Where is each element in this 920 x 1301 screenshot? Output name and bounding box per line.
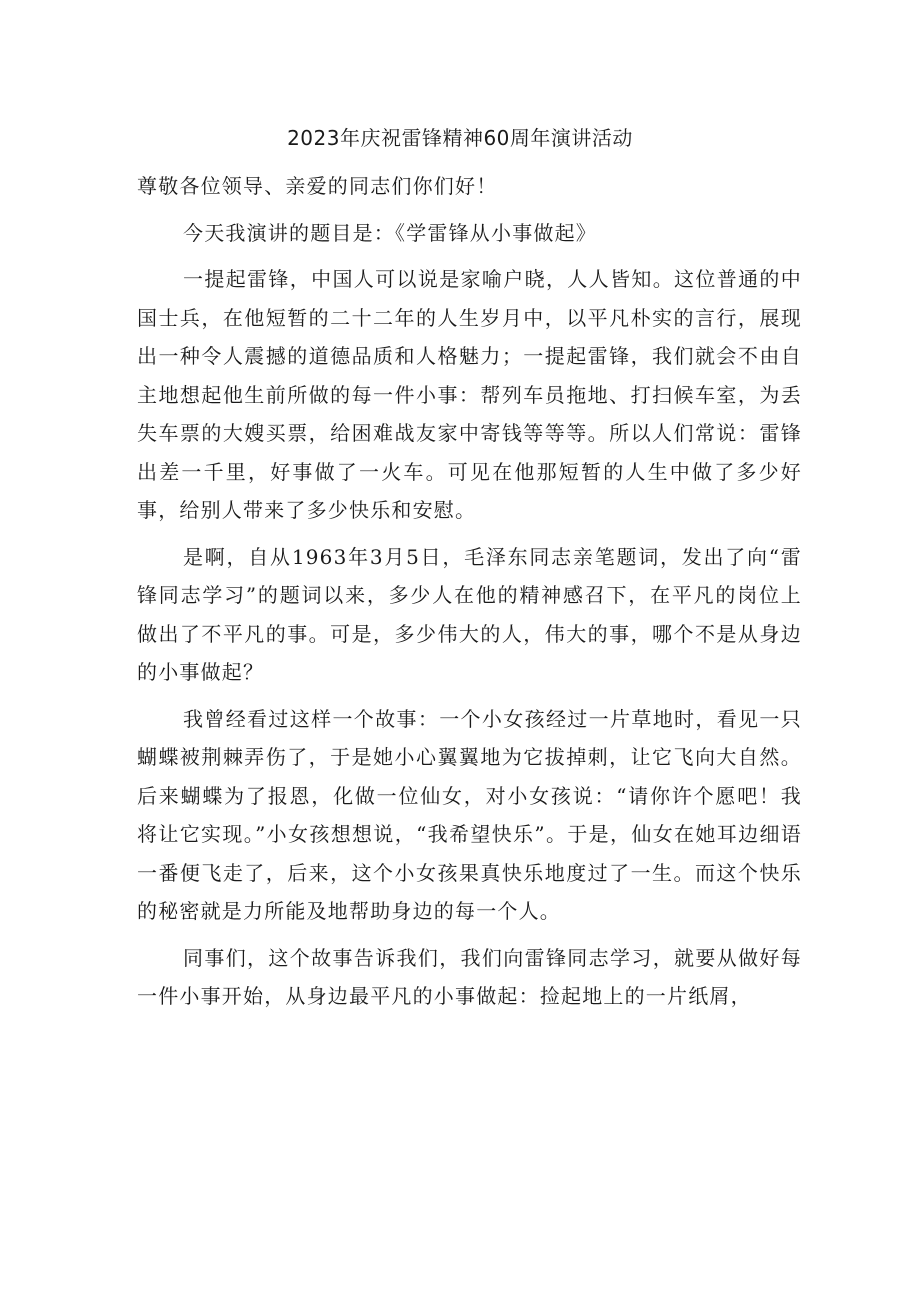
document-title: 2023年庆祝雷锋精神60周年演讲活动 (287, 126, 633, 150)
salutation: 尊敬各位领导、亲爱的同志们你们好！ (137, 174, 498, 198)
paragraph-history: 是啊，自从1963年3月5日，毛泽东同志亲笔题词，发出了向“雷锋同志学习”的题词以来，多少人在他的精神感召下，在平凡的岗位上做出了不平凡的事。可是，多少伟大的人，伟大的事，哪个不是从身边的小事做起？ (137, 544, 802, 684)
paragraph-conclusion: 同事们，这个故事告诉我们，我们向雷锋同志学习，就要从做好每一件小事开始，从身边最平凡的小事做起：捡起地上的一片纸屑， (137, 945, 802, 1008)
paragraph-topic: 今天我演讲的题目是：《学雷锋从小事做起》 (183, 220, 597, 245)
paragraph-story: 我曾经看过这样一个故事：一个小女孩经过一片草地时，看见一只蝴蝶被荆棘弄伤了，于是她小心翼翼地为它拔掉刺，让它飞向大自然。后来蝴蝶为了报恩，化做一位仙女，对小女孩说：“请你许个愿吧！我将让它实现。”小女孩想想说，“我希望快乐”。于是，仙女在她耳边细语一番便飞走了，后来，这个小女孩果真快乐地度过了一生。而这个快乐的秘密就是力所能及地帮助身边的每一个人。 (137, 706, 802, 923)
paragraph-intro: 一提起雷锋，中国人可以说是家喻户晓，人人皆知。这位普通的中国士兵，在他短暂的二十二年的人生岁月中，以平凡朴实的言行，展现出一种令人震撼的道德品质和人格魅力；一提起雷锋，我们就会不由自主地想起他生前所做的每一件小事：帮列车员拖地、打扫候车室，为丢失车票的大嫂买票，给困难战友家中寄钱等等等。所以人们常说：雷锋出差一千里，好事做了一火车。可见在他那短暂的人生中做了多少好事，给别人带来了多少快乐和安慰。 (137, 267, 802, 522)
document-body (137, 167, 802, 1016)
